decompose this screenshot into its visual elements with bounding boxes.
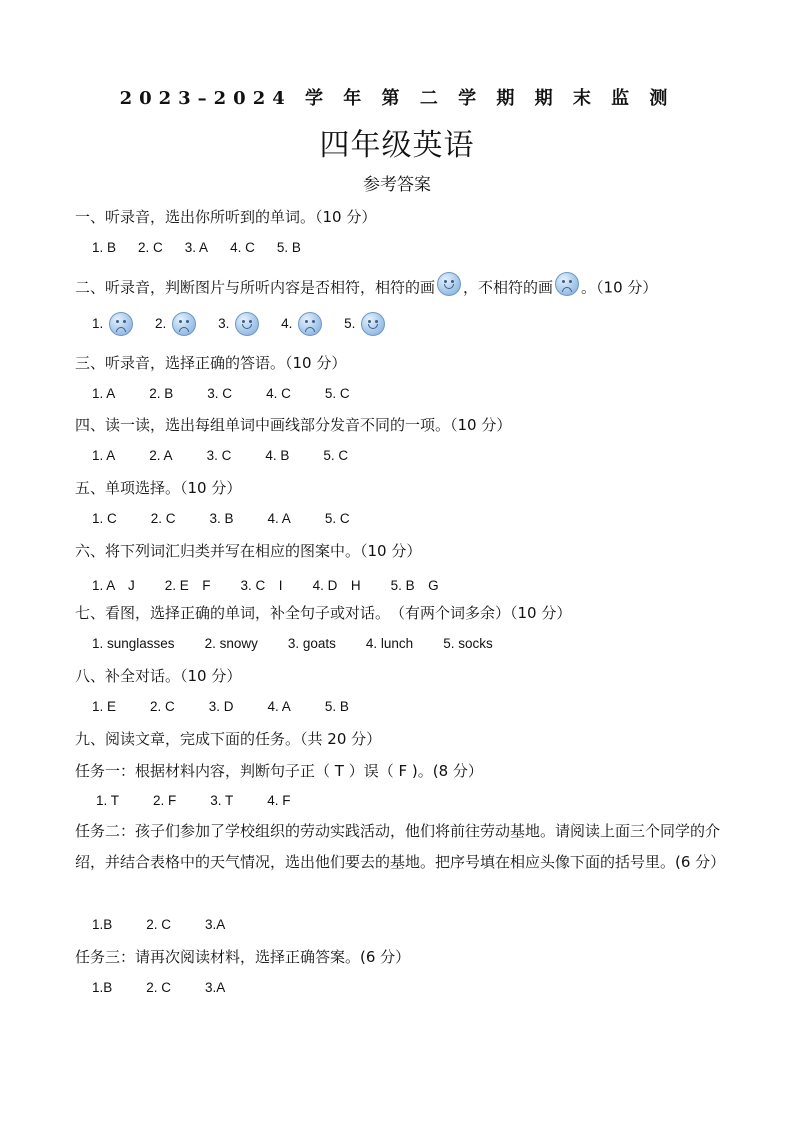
answer-item: 2. A — [149, 448, 173, 463]
answer-item: 5. — [344, 312, 385, 336]
frown-icon — [555, 272, 579, 296]
section-2-title-b: ，不相符的画 — [463, 278, 554, 297]
answer-item: 1. A — [92, 386, 116, 401]
answer-item: 3. T — [210, 793, 234, 808]
answer-item: 4. A — [267, 699, 291, 714]
answer-item: 5. socks — [443, 636, 493, 651]
answer-item: 1.B — [92, 917, 113, 932]
section-2-title-a: 二、听录音，判断图片与所听内容是否相符，相符的画 — [75, 278, 436, 297]
section-6-title: 六、将下列词汇归类并写在相应的图案中。（10 分） — [75, 542, 422, 560]
answer-item: 3. goats — [287, 636, 336, 651]
answer-item: 4. C — [266, 386, 291, 401]
section-4-title: 四、读一读，选出每组单词中画线部分发音不同的一项。（10 分） — [75, 416, 512, 434]
task-1-title: 任务一：根据材料内容，判断句子正（ T ）误（ F )。(8 分） — [75, 762, 483, 780]
smile-icon — [361, 312, 385, 336]
answer-item: 2. C — [150, 511, 176, 526]
frown-icon — [172, 312, 196, 336]
answer-item: 4. A — [267, 511, 291, 526]
section-2-title — [75, 276, 657, 300]
answer-item: 2. C — [150, 699, 175, 714]
smile-icon — [437, 272, 461, 296]
answer-item: 1. — [92, 312, 133, 336]
answer-item: 2. F — [153, 793, 177, 808]
answer-item: 1. sunglasses — [92, 636, 175, 651]
answer-item: 4. B — [265, 448, 290, 463]
section-3-answers — [92, 386, 372, 401]
answer-item: 4. F — [267, 793, 291, 808]
section-5-title: 五、单项选择。（10 分） — [75, 479, 242, 497]
answer-item: 1. B — [92, 240, 117, 255]
smile-icon — [235, 312, 259, 336]
section-1-answers — [92, 240, 323, 255]
frown-icon — [298, 312, 322, 336]
answer-item: 1. T — [96, 793, 120, 808]
answer-item: 5. C — [324, 511, 350, 526]
section-4-answers — [92, 448, 370, 463]
answer-item: 4. C — [230, 240, 255, 255]
answer-item: 1. E — [92, 699, 117, 714]
task-2-answers — [92, 917, 247, 932]
section-8-answers — [92, 699, 371, 714]
answer-item: 3. C I — [240, 578, 283, 593]
answer-item: 2. E F — [164, 578, 211, 593]
answer-item: 3. — [218, 312, 259, 336]
section-3-title: 三、听录音，选择正确的答语。（10 分） — [75, 354, 347, 372]
exam-term-heading: 2023–2024 学 年 第 二 学 期 期 末 监 测 — [119, 88, 675, 109]
task-2-text: 任务二：孩子们参加了学校组织的劳动实践活动，他们将前往劳动基地。请阅读上面三个同学的介绍，并结合表格中的天气情况，选出他们要去的基地。把序号填在相应头像下面的括号里。(6 分） — [75, 822, 726, 871]
frown-icon — [109, 312, 133, 336]
answer-item: 3.A — [205, 980, 226, 995]
task-3-title: 任务三：请再次阅读材料，选择正确答案。(6 分） — [75, 948, 411, 966]
section-7-answers — [92, 636, 515, 651]
answer-item: 5. B — [276, 240, 301, 255]
answer-item: 1.B — [92, 980, 113, 995]
section-6-answers — [92, 574, 461, 594]
page-subtitle: 参考答案 — [363, 175, 431, 195]
answer-item: 5. B G — [390, 578, 439, 593]
answer-item: 2. snowy — [204, 636, 258, 651]
page-title: 四年级英语 — [319, 128, 475, 163]
answer-item: 2. C — [146, 917, 172, 932]
task-1-answers — [96, 793, 313, 808]
answer-item: 1. A J — [92, 578, 135, 593]
answer-item: 2. — [155, 312, 196, 336]
answer-item: 1. A — [92, 448, 116, 463]
answer-item: 2. B — [149, 386, 174, 401]
answer-item: 2. C — [146, 980, 172, 995]
section-9-title: 九、阅读文章，完成下面的任务。（共 20 分） — [75, 730, 382, 748]
answer-item: 2. C — [138, 240, 163, 255]
answer-item: 3. C — [206, 448, 232, 463]
answer-item: 4. lunch — [365, 636, 414, 651]
answer-item: 3. A — [184, 240, 209, 255]
section-2-title-c: 。（10 分） — [581, 278, 658, 297]
section-1-title: 一、听录音，选出你所听到的单词。（10 分） — [75, 208, 377, 226]
answer-item: 3. C — [207, 386, 233, 401]
section-5-answers — [92, 511, 372, 526]
section-7-title: 七、看图，选择正确的单词，补全句子或对话。 （有两个词多余）（10 分） — [75, 604, 572, 622]
answer-item: 1. C — [92, 511, 117, 526]
answer-item: 3.A — [205, 917, 226, 932]
answer-item: 5. C — [323, 448, 349, 463]
answer-item: 4. — [281, 312, 322, 336]
section-2-answers — [92, 312, 403, 336]
answer-item: 5. B — [324, 699, 349, 714]
task-3-answers — [92, 980, 247, 995]
answer-item: 3. D — [208, 699, 234, 714]
answer-item: 5. C — [324, 386, 350, 401]
section-8-title: 八、补全对话。（10 分） — [75, 667, 242, 685]
answer-item: 3. B — [209, 511, 234, 526]
answer-item: 4. D H — [312, 578, 361, 593]
